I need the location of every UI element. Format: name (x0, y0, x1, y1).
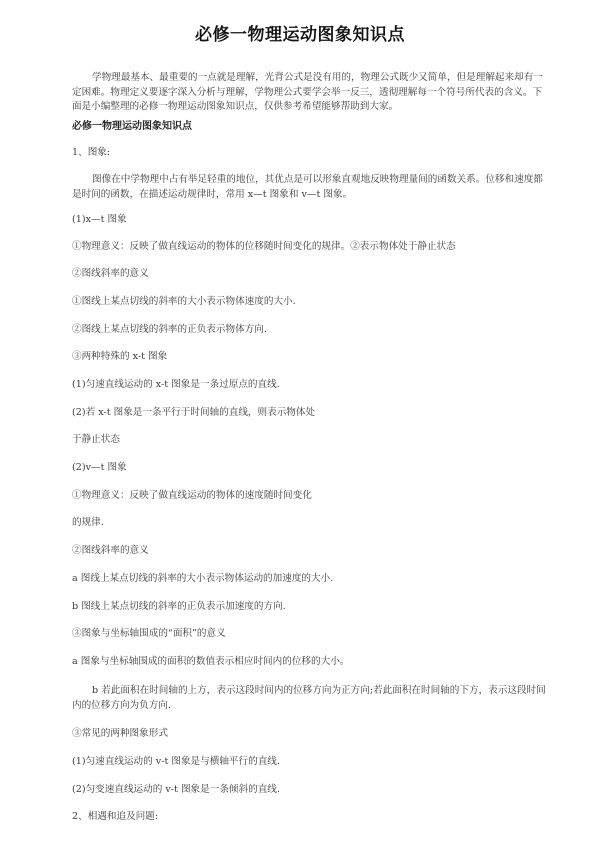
common-graph-uniform: (1)匀速直线运动的 v-t 图象是与横轴平行的直线. (72, 756, 280, 767)
intro-paragraph: 学物理最基本、最重要的一点就是理解，光背公式是没有用的，物理公式既少又简单，但是理解起来却有一定困难。物理定义要逐字深入分析与理解，学物理公式要学会举一反三，透彻理解每一个符号所代表的含义。下面是小编整理的必修一物理运动图象知识点，仅供参考希望能够帮助到大家。 (72, 72, 543, 112)
vt-physical-meaning-cont: 的规律. (72, 517, 104, 528)
xt-slope-sign: ②图线上某点切线的斜率的正负表示物体方向. (72, 324, 267, 335)
graph-overview-paragraph: 图像在中学物理中占有举足轻重的地位，其优点是可以形象直观地反映物理量间的函数关系。位移和速度都是时间的函数，在描述运动规律时，常用 x—t 图象和 v—t 图象。 (72, 174, 543, 200)
xt-graph-heading: (1)x—t 图象 (72, 214, 127, 225)
item-1-heading: 1、图象: (72, 147, 111, 158)
vt-slope-heading: ②图线斜率的意义 (72, 545, 149, 556)
vt-slope-sign: b 图线上某点切线的斜率的正负表示加速度的方向. (72, 601, 286, 612)
section-heading: 必修一物理运动图象知识点 (72, 121, 192, 132)
page-title: 必修一物理运动图象知识点 (195, 25, 405, 45)
xt-slope-heading: ②图线斜率的意义 (72, 268, 149, 279)
vt-area-magnitude: a 图象与坐标轴围成的面积的数值表示相应时间内的位移的大小。 (72, 656, 350, 667)
xt-special-heading: ③两种特殊的 x-t 图象 (72, 351, 168, 362)
xt-special-uniform: (1)匀速直线运动的 x-t 图象是一条过原点的直线. (72, 379, 280, 390)
common-graph-accelerated: (2)匀变速直线运动的 v-t 图象是一条倾斜的直线. (72, 784, 280, 795)
xt-special-parallel-cont: 于静止状态 (72, 434, 120, 445)
xt-special-parallel: (2)若 x-t 图象是一条平行于时间轴的直线，则表示物体处 (72, 407, 316, 418)
item-2-heading: 2、相遇和追及问题: (72, 811, 159, 822)
common-graphs-heading: ③常见的两种图象形式 (72, 728, 168, 739)
xt-slope-magnitude: ①图线上某点切线的斜率的大小表示物体速度的大小. (72, 296, 296, 307)
vt-slope-magnitude: a 图线上某点切线的斜率的大小表示物体运动的加速度的大小. (72, 573, 334, 584)
vt-area-heading: ③图象与坐标轴围成的“面积”的意义 (72, 628, 226, 639)
xt-physical-meaning: ①物理意义：反映了做直线运动的物体的位移随时间变化的规律。②表示物体处于静止状态 (72, 241, 456, 252)
vt-graph-heading: (2)v—t 图象 (72, 462, 127, 473)
vt-physical-meaning: ①物理意义：反映了做直线运动的物体的速度随时间变化 (72, 490, 312, 501)
vt-area-direction: b 若此面积在时间轴的上方，表示这段时间内的位移方向为正方向;若此面积在时间轴的下方，表示这段时间内的位移方向为负方向. (72, 685, 546, 711)
